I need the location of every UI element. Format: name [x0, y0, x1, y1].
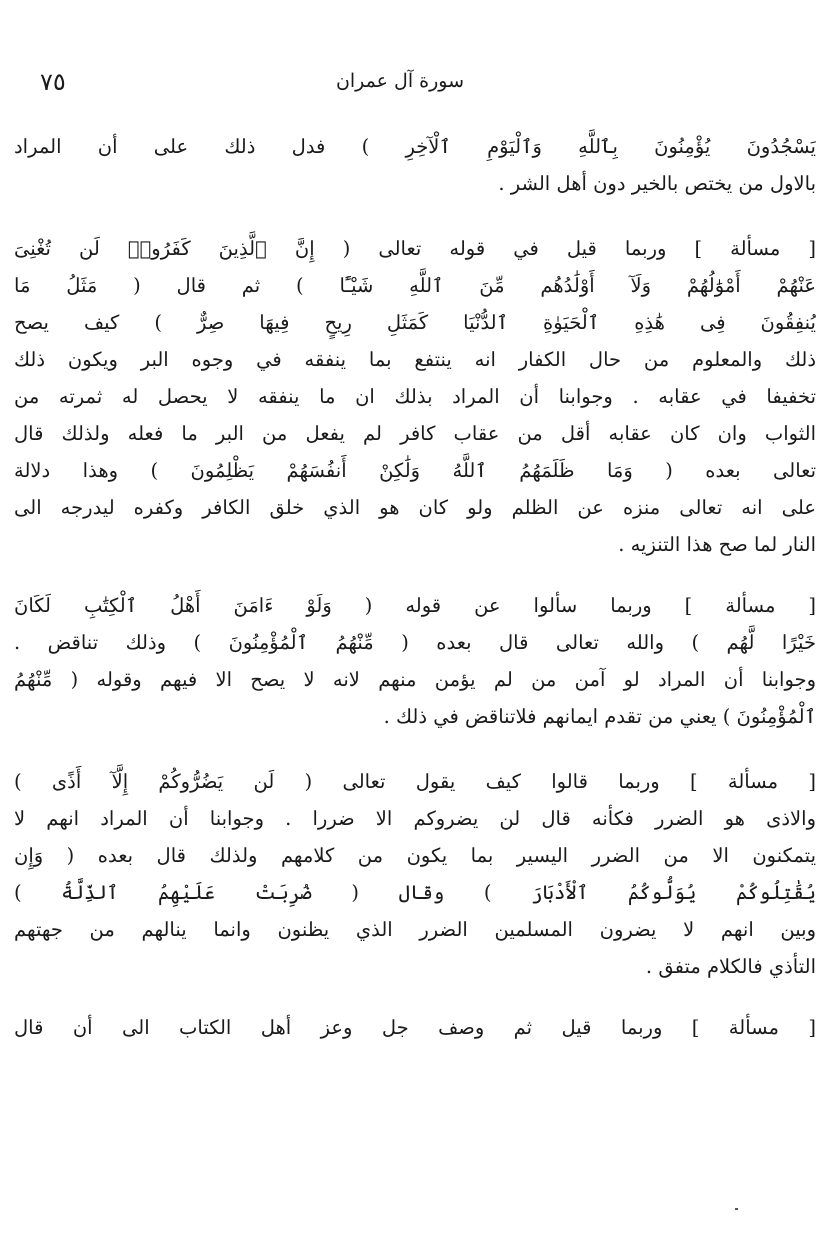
text-line: يتمكنون الا من الضرر اليسير بما يكون من كلامهم ولذلك قال بعده ( وَإِن [14, 844, 816, 867]
text-line: [ مسألة ] وربما قالوا كيف يقول تعالى ( لَن يَضُرُّوكُمْ إِلَّآ أَذًى ) [14, 770, 816, 793]
text-line: ذلك والمعلوم من حال الكفار انه ينتفع بما ينفقه في وجوه البر ويكون ذلك [14, 348, 816, 371]
text-line: الثواب وان كان عقابه أقل من عقاب كافر لم يفعل من البر ما فعله ولذلك قال [14, 422, 816, 445]
text-line: عَنْهُمْ أَمْوَٰلُهُمْ وَلَآ أَوْلَٰدُهُم مِّنَ ٱللَّهِ شَيْـًٔا ) ثم قال ( مَثَلُ مَا [14, 274, 816, 297]
text-line: [ مسألة ] وربما سألوا عن قوله ( وَلَوْ ءَامَنَ أَهْلُ ٱلْكِتَٰبِ لَكَانَ [14, 594, 816, 617]
running-title: سورة آل عمران [335, 70, 465, 92]
text-line: [ مسألة ] وربما قيل ثم وصف جل وعز أهل الكتاب الى أن قال [14, 1016, 816, 1039]
text-line: التأذي فالكلام متفق . [645, 955, 816, 978]
paragraph-2 [14, 230, 816, 563]
text-line: يُقَٰتِلُوكُمْ يُوَلُّوكُمُ ٱلْأَدْبَارَ ) وقال ( ضُرِبَتْ عَلَيْهِمُ ٱلذِّلَّةُ ) [14, 881, 816, 904]
text-line: ٱلْمُؤْمِنُونَ ) يعني من تقدم ايمانهم فلاتناقض في ذلك . [383, 705, 816, 728]
paragraph-5 [14, 1009, 816, 1046]
text-line: خَيْرًا لَّهُم ) والله تعالى قال بعده ( مِّنْهُمُ ٱلْمُؤْمِنُونَ ) وذلك تناقض . [14, 631, 816, 654]
text-line: على انه تعالى منزه عن الظلم ولو كان هو الذي خلق الكافر وكفره ليدرجه الى [14, 496, 816, 519]
text-line: بالاول من يختص بالخير دون أهل الشر . [498, 172, 816, 195]
text-line: [ مسألة ] وربما قيل في قوله تعالى ( إِنَّ ٱلَّذِينَ كَفَرُوا۟ لَن تُغْنِىَ [14, 237, 816, 260]
text-line: تعالى بعده ( وَمَا ظَلَمَهُمُ ٱللَّهُ وَلَٰكِنْ أَنفُسَهُمْ يَظْلِمُونَ ) وهذا دلالة [14, 459, 816, 482]
text-line: تخفيفا في عقابه . وجوابنا أن المراد بذلك ان ما ينفقه لا يحصل له ثمرته من [14, 385, 816, 408]
text-line: والاذى هو الضرر فكأنه قال لن يضروكم الا ضررا . وجوابنا أن المراد انهم لا [14, 807, 816, 830]
text-line: وجوابنا أن المراد لو آمن من لم يؤمن منهم لانه لا يصح الا فيهم وقوله ( مِّنْهُمُ [14, 668, 816, 691]
text-line: يَسْجُدُونَ يُؤْمِنُونَ بِٱللَّهِ وَٱلْيَوْمِ ٱلْآخِرِ ) فدل ذلك على أن المراد [14, 135, 816, 158]
paragraph-3 [14, 587, 816, 735]
text-line: النار لما صح هذا التنزيه . [618, 533, 816, 556]
page-number: ٧٥ [40, 68, 66, 96]
page-header [40, 68, 760, 104]
paragraph-4 [14, 763, 816, 985]
scan-speck [735, 1208, 738, 1210]
page-body [14, 128, 816, 1046]
text-line: يُنفِقُونَ فِى هَٰذِهِ ٱلْحَيَوٰةِ ٱلدُّنْيَا كَمَثَلِ رِيحٍ فِيهَا صِرٌّ ) كيف يصح [14, 311, 816, 334]
text-line: وبين انهم لا يضرون المسلمين الضرر الذي يظنون وانما ينالهم من جهتهم [14, 918, 816, 941]
paragraph-1 [14, 128, 816, 202]
